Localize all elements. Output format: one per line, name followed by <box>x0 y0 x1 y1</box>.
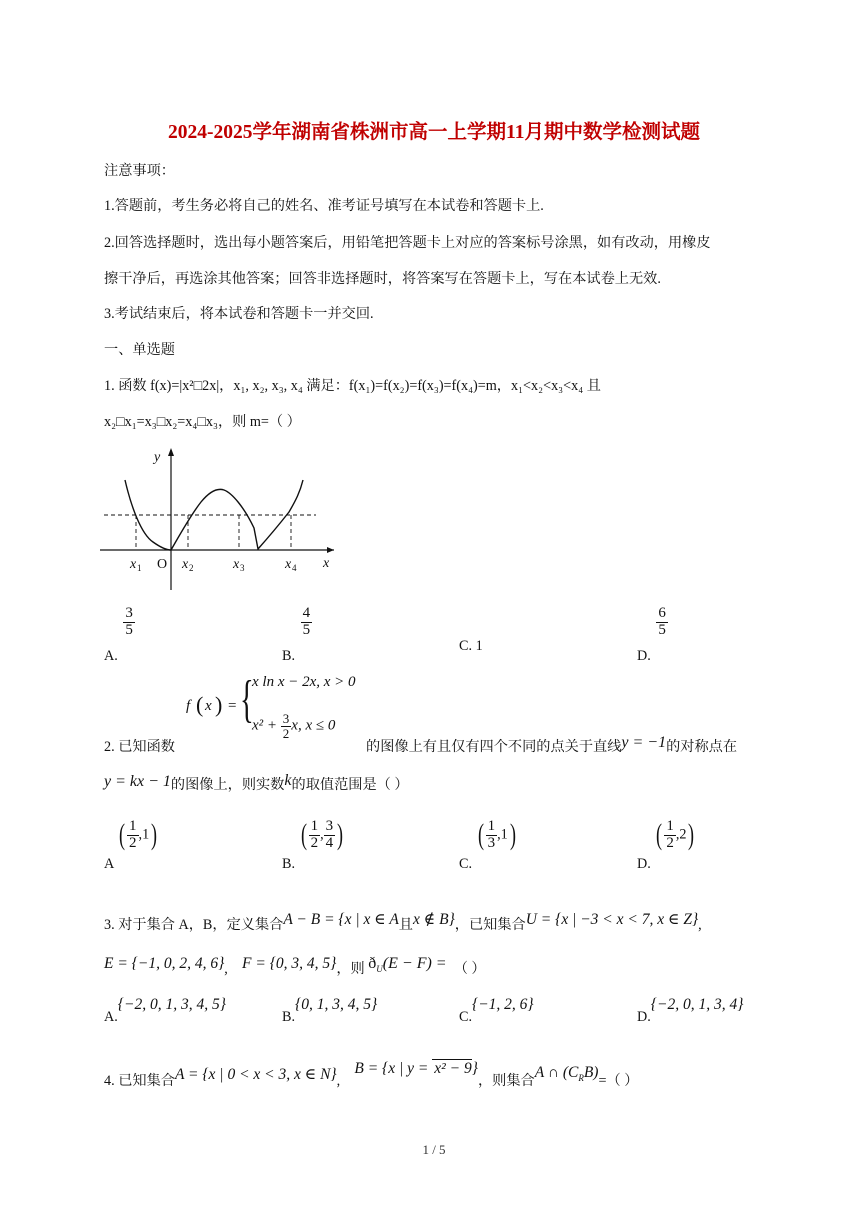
q2-stem-prefix: 2. 已知函数 <box>104 739 175 755</box>
notice-item: 3.考试结束后，将本试卷和答题卡一并交回. <box>104 306 374 322</box>
q3-option-c[interactable]: C.{−1, 2, 6} <box>459 996 534 1025</box>
svg-text:3: 3 <box>240 563 245 573</box>
x3-label: x <box>233 557 240 572</box>
page-number: 1 / 5 <box>422 1142 446 1157</box>
notice-heading: 注意事项： <box>104 163 175 179</box>
q1-option-a[interactable]: A. $\frac{3}{5}$ <box>104 605 133 664</box>
q1-option-c[interactable]: C. 1 <box>459 638 483 654</box>
x2-label: x <box>182 557 189 572</box>
svg-text:4: 4 <box>292 563 297 573</box>
svg-text:1: 1 <box>137 563 142 573</box>
x1-label: x <box>130 557 137 572</box>
q2-option-a[interactable]: A ( $\frac{1}{2}$ ,1) <box>104 817 158 873</box>
origin-label: O <box>157 557 168 572</box>
q2-option-d[interactable]: D. ( $\frac{1}{2}$ ,2) <box>637 817 695 873</box>
y-label: y <box>154 450 161 465</box>
q4-set-b: B = {x | y = x² − 9} <box>354 1060 478 1077</box>
x-label: x <box>323 556 330 571</box>
q2-case-1: x ln x − 2x, x > 0 <box>252 674 356 690</box>
q3-option-a[interactable]: A.{−2, 0, 1, 3, 4, 5} <box>104 996 226 1025</box>
q1-function-graph <box>98 444 344 592</box>
x-axis-arrow <box>327 547 334 553</box>
q3-stem-2: E = {−1, 0, 2, 4, 6}, F = {0, 3, 4, 5}，则 ðU(E − F) = （ ） <box>104 955 486 977</box>
q3-option-d[interactable]: D.{−2, 0, 1, 3, 4} <box>637 996 744 1025</box>
q2-option-b[interactable]: B. ( $\frac{1}{2}$ , $\frac{3}{4}$ ) <box>282 817 344 873</box>
y-axis-arrow <box>168 448 174 456</box>
page-title: 2024-2025学年湖南省株洲市高一上学期11月期中数学检测试题 <box>168 122 700 143</box>
notice-item: 1.答题前，考生务必将自己的姓名、准考证号填写在本试卷和答题卡上. <box>104 198 544 214</box>
q1-stem: 1. 函数 f(x)=|x²□2x|，x₁, x₂, x₃, x₄ 满足：f(x₁)=f(x₂)=f(x₃)=f(x₄)=m，x₁<x₂<x₃<x₄ 且 <box>104 378 601 394</box>
q1-option-d[interactable]: D. $\frac{6}{5}$ <box>637 605 666 664</box>
function-curve <box>125 480 303 550</box>
q3-stem: 3. 对于集合 A，B，定义集合A − B = {x | x ∈ A且x ∉ B}，已知集合U = {x | −3 < x < 7, x ∈ Z}, <box>104 911 702 933</box>
q2-stem-2: y = kx − 1的图像上，则实数k的取值范围是（ ） <box>104 772 409 793</box>
x4-label: x <box>285 557 292 572</box>
section-heading: 一、单选题 <box>104 342 175 358</box>
svg-text:2: 2 <box>189 563 194 573</box>
notice-item: 2.回答选择题时，选出每小题答案后，用铅笔把答题卡上对应的答案标号涂黑，如有改动，用橡皮 <box>104 235 711 251</box>
q2-case-2: x² + $\frac{3}{2}$ x, x ≤ 0 <box>252 711 336 741</box>
q2-option-c[interactable]: C. ( $\frac{1}{3}$ ,1) <box>459 817 516 873</box>
q2-stem-mid: 的图像上有且仅有四个不同的点关于直线y = −1的对称点在 <box>366 734 738 755</box>
q1-option-b[interactable]: B. $\frac{4}{5}$ <box>282 605 311 664</box>
notice-item: 擦干净后，再选涂其他答案；回答非选择题时，将答案写在答题卡上，写在本试卷上无效. <box>104 271 661 287</box>
q4-stem: 4. 已知集合A = {x | 0 < x < 3, x ∈ N}, B = {x | y = x² − 9}，则集合A ∩ $(C^RB)=$（ ） <box>104 1060 639 1089</box>
q1-stem-2: x₂□x₁=x₃□x₂=x₄□x₃，则 m=（ ） <box>104 414 301 430</box>
dashed-lines <box>104 515 316 550</box>
q3-option-b[interactable]: B.{0, 1, 3, 4, 5} <box>282 996 378 1025</box>
